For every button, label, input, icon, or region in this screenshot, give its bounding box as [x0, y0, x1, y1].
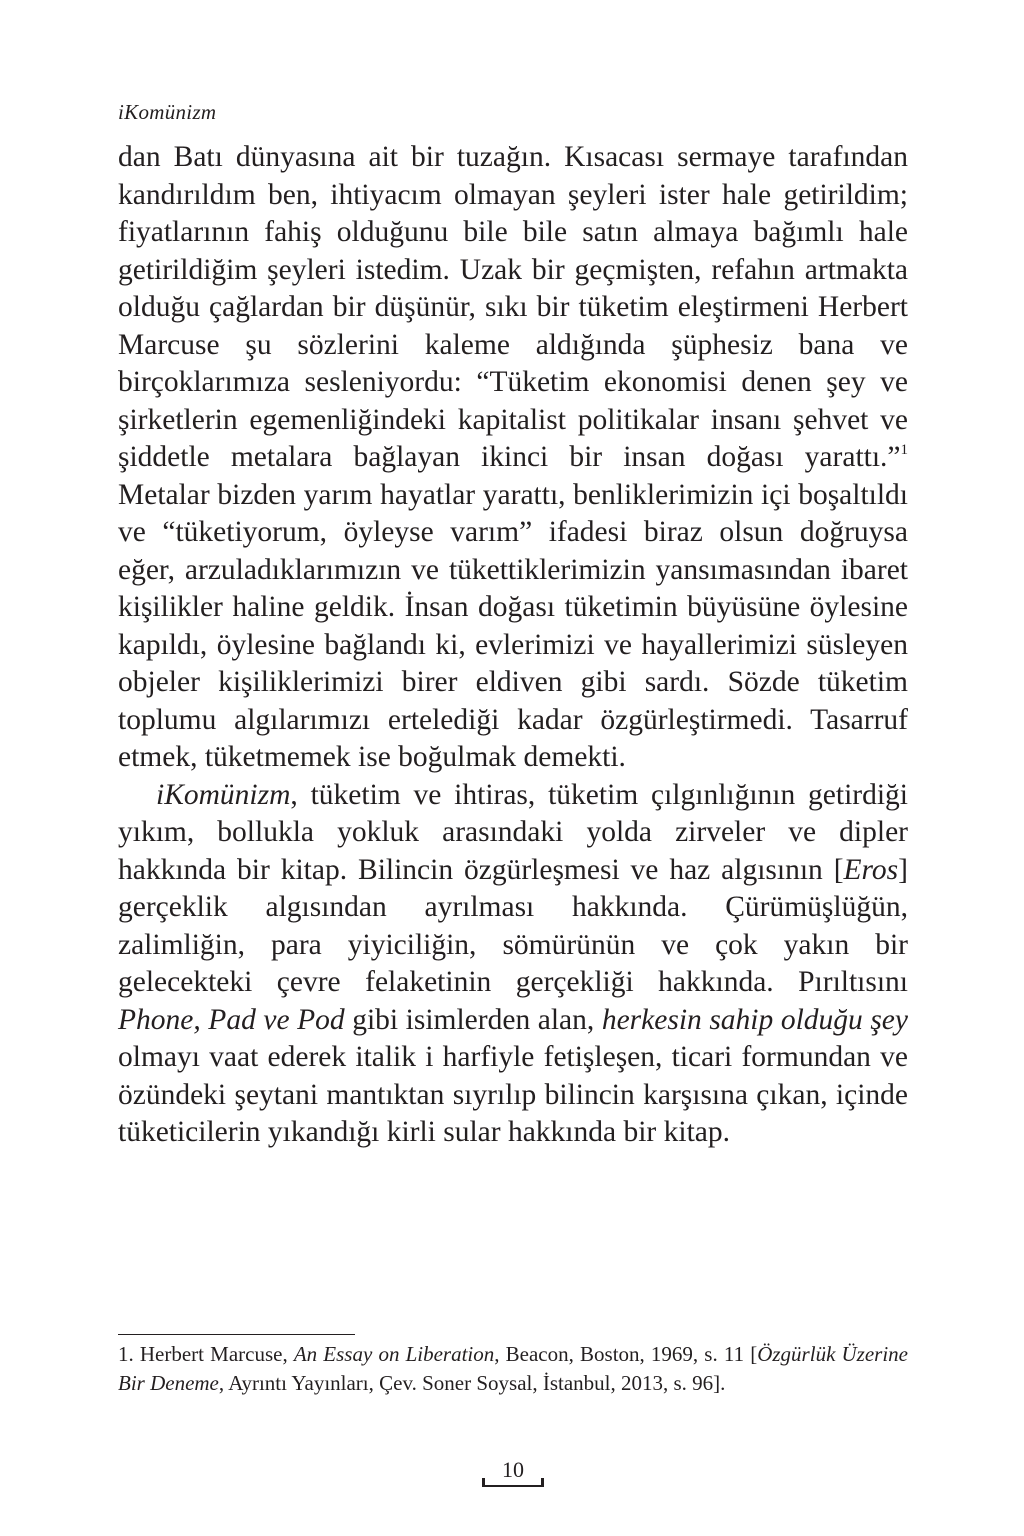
paragraph-2	[118, 777, 908, 1152]
page-number: 10	[502, 1457, 524, 1482]
paragraph-2-segment: ] gerçeklik algısından ayrılması hakkında. Çürümüşlüğün, zalimliğin, para yiyiciliğin, sömürünün ve çok yakın bir gelecekteki çevre felaketinin gerçekliği hakkında. Pırıltısını	[118, 853, 908, 998]
page-number-underline	[482, 1485, 544, 1487]
footnote-segment: , Ayrıntı Yayınları, Çev. Soner Soysal, İstanbul, 2013, s. 96].	[218, 1371, 726, 1395]
body-text	[118, 139, 908, 1152]
footnote-translation-title-italic: Özgürlük Üzerine Bir Deneme	[118, 1342, 909, 1395]
product-names-italic: Phone, Pad ve Pod	[118, 1003, 345, 1036]
footnote	[118, 1340, 908, 1398]
footnote-segment: , Beacon, Boston, 1969, s. 11 [	[494, 1342, 758, 1366]
footnote-divider	[118, 1334, 355, 1335]
paragraph-2-segment: gibi isimlerden alan,	[344, 1003, 602, 1036]
eros-italic: Eros	[843, 853, 899, 886]
paragraph-1-segment: dan Batı dünyasına ait bir tuzağın. Kısacası sermaye tarafından kandırıldım ben, ihtiyacım olmayan şeyleri ister hale getirildim; fiyatlarının fahiş olduğunu bile bile satın almaya bağımlı hale getirildiğim şeyleri istedim. Uzak bir geçmişten, refahın artmakta olduğu çağlardan bir düşünür, sıkı bir tüketim eleştirmeni Herbert Marcuse şu sözlerini kaleme aldığında şüphesiz bana ve birçoklarımıza sesleniyordu: “Tüketim ekonomisi denen şey ve şirketlerin egemenliğindeki kapitalist politikalar insanı şehvet ve şiddetle metalara bağlayan ikinci bir insan doğası yarattı.”	[118, 141, 908, 473]
phrase-italic: herkesin sahip olduğu şey	[601, 1003, 908, 1036]
paragraph-2-segment: olmayı vaat ederek italik i harfiyle fetişleşen, ticari formundan ve özündeki şeytani mantıktan sıyrılıp bilincin karşısına çıkan, içinde tüketicilerin yıkandığı kirli sular hakkında bir kitap.	[118, 1041, 908, 1148]
footnote-segment: 1. Herbert Marcuse,	[118, 1342, 294, 1366]
paragraph-2-segment: , tüketim ve ihtiras, tüketim çılgınlığının getirdiği yıkım, bollukla yokluk arasındaki yolda zirveler ve dipler hakkında bir kitap. Bilincin özgürleşmesi ve haz algısının [	[118, 778, 908, 886]
running-head: iKomünizm	[118, 100, 217, 124]
page-number-block	[482, 1457, 544, 1487]
paragraph-1	[118, 139, 908, 777]
footnote-reference-marker: 1	[900, 442, 908, 458]
paragraph-1-segment: Metalar bizden yarım hayatlar yarattı, benliklerimizin içi boşaltıldı ve “tüketiyorum, öyleyse varım” ifadesi biraz olsun doğruysa eğer, arzuladıklarımızın ve tükettiklerimizin yansımasından ibaret kişilikler haline geldik. İnsan doğası tüketimin büyüsüne öylesine kapıldı, öylesine bağlandı ki, evlerimizi ve hayallerimizi süsleyen objeler kişiliklerimizi birer eldiven gibi sardı. Sözde tüketim toplumu algılarımızı ertelediği kadar özgürleştirmedi. Tasarruf etmek, tüketmemek ise boğulmak demekti.	[118, 478, 908, 773]
book-title-italic: iKomünizm	[156, 778, 291, 811]
footnote-title-italic: An Essay on Liberation	[293, 1342, 495, 1366]
